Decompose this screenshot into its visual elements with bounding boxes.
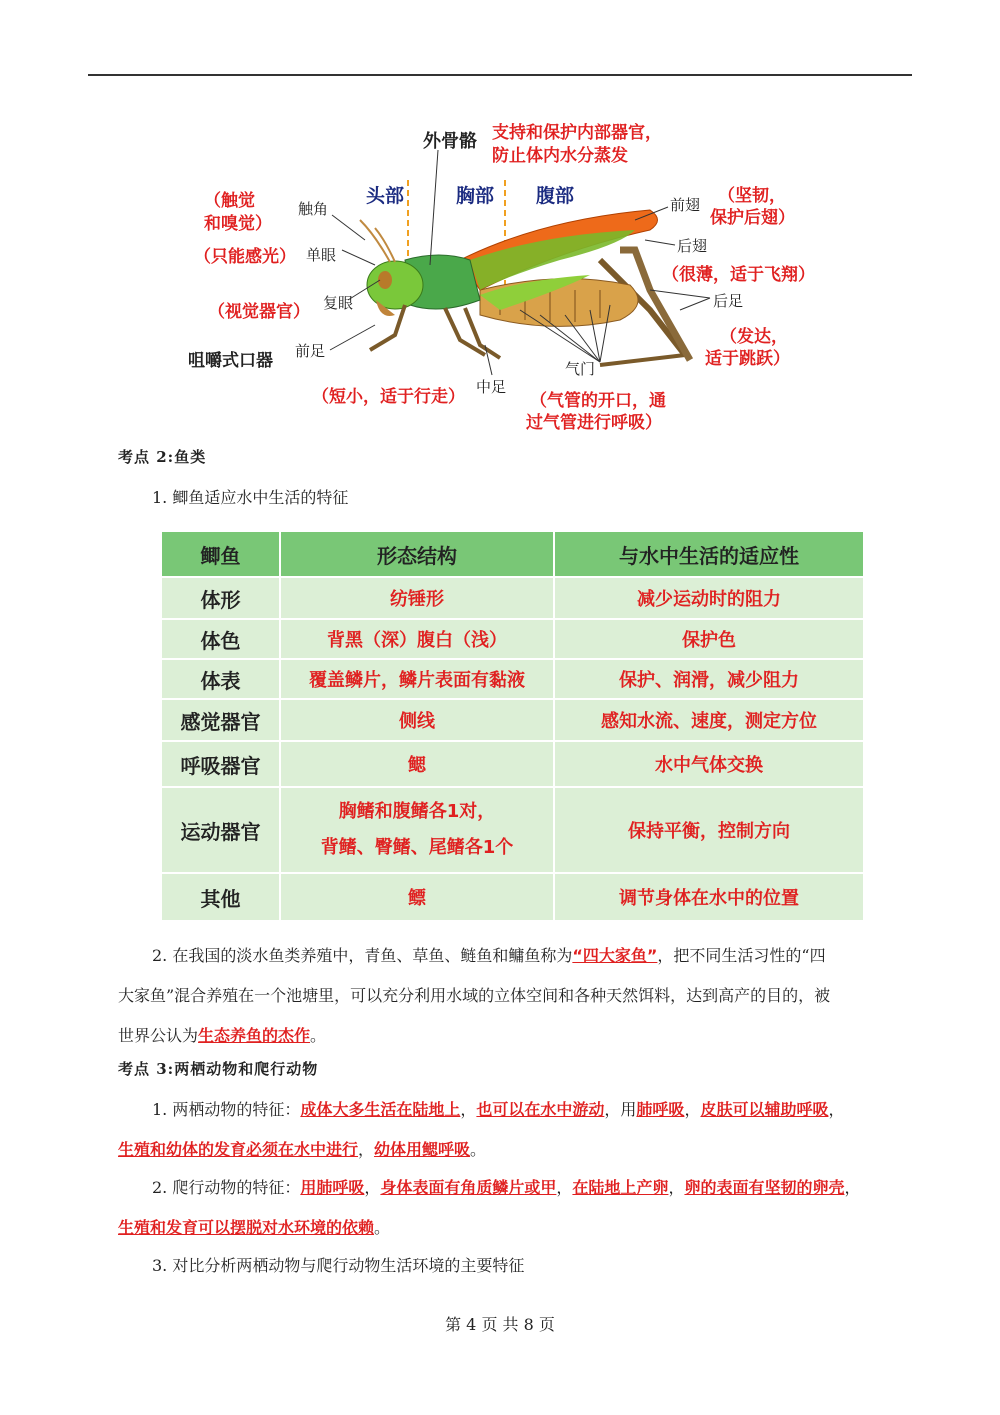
- item-2-text: 2. 在我国的淡水鱼类养殖中，青鱼、草鱼、鲢鱼和鳙鱼称为: [152, 946, 573, 965]
- row-label: 体形: [161, 577, 280, 619]
- item-2-text: 世界公认为: [118, 1026, 199, 1045]
- item-2-text: 大家鱼”混合养殖在一个池塘里，可以充分利用水域的立体空间和各种天然饵料，达到高产的目的，被: [118, 986, 831, 1005]
- row-label: 其他: [161, 873, 280, 921]
- item-2-text: 。: [310, 1026, 327, 1045]
- spiracle-function-1: （气管的开口，通: [530, 391, 666, 411]
- answer: 肺呼吸: [636, 1100, 685, 1119]
- table-header: 鲫鱼: [161, 531, 280, 577]
- label-forewing: 前翅: [670, 196, 701, 214]
- item-text: ，: [364, 1178, 381, 1197]
- row-structure: 侧线: [280, 699, 554, 741]
- row-adaptation: 水中气体交换: [554, 741, 864, 787]
- section-2-item-2: [118, 936, 918, 1056]
- label-mouthparts: 咀嚼式口器: [188, 351, 273, 371]
- row-label: 感觉器官: [161, 699, 280, 741]
- exoskeleton-function-2: 防止体内水分蒸发: [492, 146, 628, 166]
- answer: 也可以在水中游动: [476, 1100, 605, 1119]
- label-exoskeleton: 外骨骼: [423, 131, 477, 152]
- header-rule: [88, 74, 912, 76]
- label-thorax: 胸部: [456, 185, 495, 207]
- item-text: ，: [844, 1178, 861, 1197]
- answer: 生殖和幼体的发育必须在水中进行: [118, 1140, 359, 1159]
- answer: 用肺呼吸: [300, 1178, 365, 1197]
- row-adaptation: 保持平衡，控制方向: [554, 787, 864, 873]
- table-header-row: [161, 531, 864, 577]
- item-text: ，: [668, 1178, 685, 1197]
- item-text: 2. 爬行动物的特征：: [152, 1178, 301, 1197]
- row-adaptation: 调节身体在水中的位置: [554, 873, 864, 921]
- table-row: [161, 741, 864, 787]
- item-text: ，: [684, 1100, 701, 1119]
- section-3-item-2: [118, 1168, 918, 1248]
- label-spiracle: 气门: [565, 360, 596, 378]
- table-row: [161, 619, 864, 659]
- foreleg-function: （短小，适于行走）: [312, 387, 465, 407]
- table-row: [161, 699, 864, 741]
- item-text: ，: [358, 1140, 375, 1159]
- row-label: 运动器官: [161, 787, 280, 873]
- row-structure: 鳃: [280, 741, 554, 787]
- row-structure: [280, 787, 554, 873]
- answer-four-major-fish: “四大家鱼”: [572, 946, 658, 965]
- table-row: [161, 873, 864, 921]
- section-3-heading: 考点 3:两栖动物和爬行动物: [118, 1060, 319, 1078]
- table-row: [161, 787, 864, 873]
- answer-ecological-fish-farming: 生态养鱼的杰作: [198, 1026, 311, 1045]
- row-structure: 背黑（深）腹白（浅）: [280, 619, 554, 659]
- section-3-item-1: [118, 1090, 918, 1170]
- label-antenna: 触角: [298, 200, 329, 218]
- label-ocellus: 单眼: [306, 246, 337, 264]
- table-row: [161, 577, 864, 619]
- item-text: 。: [470, 1140, 487, 1159]
- row-structure: 鳔: [280, 873, 554, 921]
- row-structure: 覆盖鳞片，鳞片表面有黏液: [280, 659, 554, 699]
- item-text: ，: [556, 1178, 573, 1197]
- ocellus-function: （只能感光）: [194, 247, 296, 267]
- answer: 成体大多生活在陆地上: [300, 1100, 461, 1119]
- row-structure-line-1: 胸鳍和腹鳍各1对，: [338, 801, 496, 822]
- hindleg-function-1: （发达，: [720, 327, 788, 347]
- answer: 生殖和发育可以摆脱对水环境的依赖: [118, 1218, 375, 1237]
- exoskeleton-function-1: 支持和保护内部器官，: [492, 123, 662, 143]
- item-text: ，: [828, 1100, 845, 1119]
- section-2-item-1: 1. 鲫鱼适应水中生活的特征: [152, 488, 349, 507]
- section-2-heading: 考点 2:鱼类: [118, 448, 207, 466]
- label-compound-eye: 复眼: [323, 294, 354, 312]
- row-adaptation: 感知水流、速度，测定方位: [554, 699, 864, 741]
- row-label: 呼吸器官: [161, 741, 280, 787]
- row-adaptation: 保护、润滑，减少阻力: [554, 659, 864, 699]
- row-adaptation: 减少运动时的阻力: [554, 577, 864, 619]
- answer: 幼体用鳃呼吸: [374, 1140, 471, 1159]
- table-header: 与水中生活的适应性: [554, 531, 864, 577]
- row-adaptation: 保护色: [554, 619, 864, 659]
- table-row: [161, 659, 864, 699]
- crucian-carp-table: [160, 530, 865, 922]
- row-label: 体色: [161, 619, 280, 659]
- answer: 身体表面有角质鳞片或甲: [380, 1178, 557, 1197]
- antenna-function-2: 和嗅觉）: [204, 214, 272, 234]
- row-structure: 纺锤形: [280, 577, 554, 619]
- compound-eye-function: （视觉器官）: [208, 302, 310, 322]
- antenna-function-1: （触觉: [204, 191, 255, 211]
- item-text: ，: [460, 1100, 477, 1119]
- answer: 皮肤可以辅助呼吸: [700, 1100, 829, 1119]
- item-text: 1. 两栖动物的特征：: [152, 1100, 301, 1119]
- label-midleg: 中足: [476, 378, 507, 396]
- grasshopper-diagram: [180, 110, 860, 440]
- forewing-function-2: 保护后翅）: [710, 208, 795, 228]
- label-abdomen: 腹部: [536, 185, 575, 207]
- item-text: 。: [374, 1218, 391, 1237]
- label-hindwing: 后翅: [677, 237, 708, 255]
- table-header: 形态结构: [280, 531, 554, 577]
- label-hindleg: 后足: [713, 292, 744, 310]
- hindleg-function-2: 适于跳跃）: [705, 349, 790, 369]
- spiracle-function-2: 过气管进行呼吸）: [526, 413, 662, 433]
- label-head: 头部: [366, 185, 405, 207]
- item-text: ，用: [604, 1100, 637, 1119]
- answer: 在陆地上产卵: [572, 1178, 669, 1197]
- forewing-function-1: （坚韧，: [718, 186, 786, 206]
- label-foreleg: 前足: [295, 342, 326, 360]
- row-structure-line-2: 背鳍、臀鳍、尾鳍各1个: [320, 837, 514, 858]
- row-label: 体表: [161, 659, 280, 699]
- answer: 卵的表面有坚韧的卵壳: [684, 1178, 845, 1197]
- page-footer: 第 4 页 共 8 页: [445, 1315, 555, 1334]
- section-3-item-3: 3. 对比分析两栖动物与爬行动物生活环境的主要特征: [152, 1256, 525, 1275]
- hindwing-function: （很薄，适于飞翔）: [662, 265, 815, 285]
- item-2-text: ，把不同生活习性的“四: [657, 946, 826, 965]
